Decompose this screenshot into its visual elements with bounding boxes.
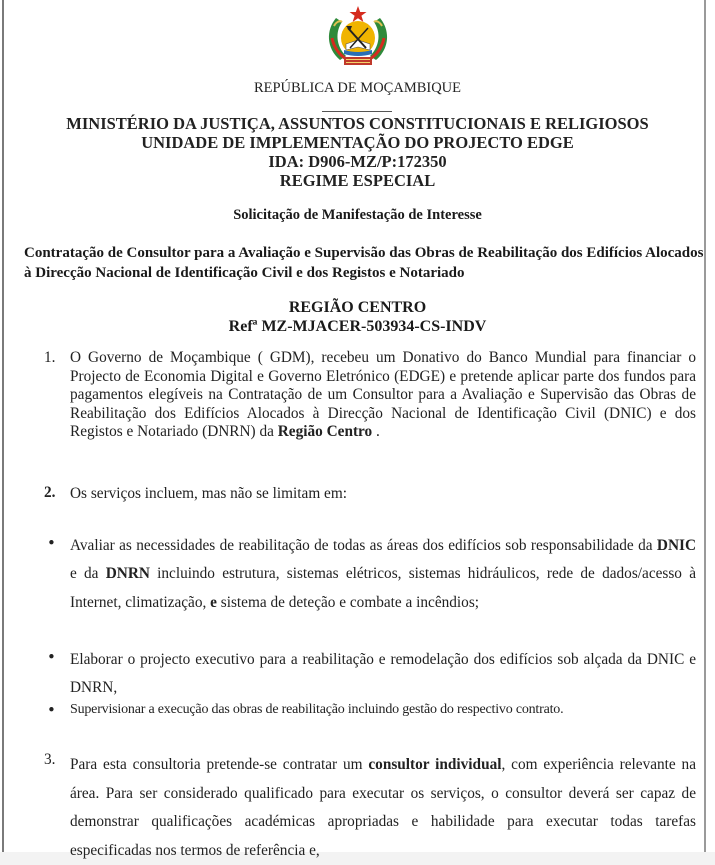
bullet-icon: • [47, 701, 56, 719]
bullet-icon: • [47, 534, 56, 552]
ida-number: IDA: D906-MZ/P:172350 [268, 152, 447, 171]
section-1-bold-region: Região Centro [277, 423, 373, 441]
bullet-1-text: incluindo estrutura, sistemas elétricos, sistemas hidráulicos, rede de dados/acesso à Internet, climatização, [70, 565, 696, 611]
bullet-1-text: e da [70, 565, 106, 583]
section-1-text: O Governo de Moçambique ( GDM), recebeu um Donativo do Banco Mundial para financiar o Projecto de Economia Digital e Governo Eletrónico (EDGE) e pretende aplicar parte dos fundos para pagamentos elegíveis na Contratação de um Consultor para a Avaliação e Supervisão das Obras de Reabilitação dos Edifícios Alocados à Direcção Nacional de Identificação Civil (DNIC) e dos Registos e Notariado (DNRN) da [70, 349, 696, 441]
bullet-item-2: Elaborar o projecto executivo para a reabilitação e remodelação dos edifícios sob alçada da DNIC e DNRN, [70, 651, 696, 697]
bullet-item-1 [70, 532, 696, 617]
bullet-1-bold-dnic: DNIC [656, 537, 696, 554]
country-name: REPÚBLICA DE MOÇAMBIQUE [253, 80, 462, 96]
region-label: REGIÃO CENTRO [288, 299, 427, 316]
section-number-1: 1. [44, 349, 56, 366]
subject-heading: Contratação de Consultor para a Avaliação e Supervisão das Obras de Reabilitação dos Edifícios Alocados à Direcção Nacional de Identificação Civil e dos Registos e Notariado [24, 245, 704, 281]
section-3-text-end: , com experiência relevante na área. Para ser considerado qualificado para executar os serviços, o consultor deverá ser capaz de demonstrar qualificações académicas apropriadas e habilidade para executar todas tarefas especificadas nos termos de referência e, [70, 756, 696, 859]
request-title: Solicitação de Manifestação de Interesse [233, 207, 482, 223]
bullet-item-3: Supervisionar a execução das obras de reabilitação incluindo gestão do respectivo contrato. [70, 702, 564, 717]
section-2-paragraph: Os serviços incluem, mas não se limitam em: [70, 485, 347, 502]
bullet-1-bold-e: e [210, 593, 217, 611]
section-3-paragraph [70, 751, 696, 865]
coat-of-arms-icon [322, 4, 394, 70]
reference-number: Refª MZ-MJACER-503934-CS-INDV [228, 318, 487, 335]
section-number-3: 3. [44, 751, 56, 768]
section-1-paragraph [70, 349, 696, 442]
section-3-text: Para esta consultoria pretende-se contratar um [70, 756, 369, 773]
regime-label: REGIME ESPECIAL [279, 171, 436, 190]
section-3-bold-consultant: consultor individual [368, 756, 502, 773]
bullet-1-text: Avaliar as necessidades de reabilitação de todas as áreas dos edifícios sob responsabilidade da [70, 537, 657, 554]
section-1-text-end: . [372, 423, 380, 441]
unit-name: UNIDADE DE IMPLEMENTAÇÃO DO PROJECTO EDGE [141, 133, 574, 152]
header-separator [322, 111, 392, 112]
bullet-icon: • [47, 648, 56, 666]
section-number-2: 2. [44, 484, 56, 501]
bullet-1-bold-dnrn: DNRN [105, 565, 150, 583]
bullet-1-text: sistema de deteção e combate a incêndios; [216, 593, 480, 611]
ministry-name: MINISTÉRIO DA JUSTIÇA, ASSUNTOS CONSTITUCIONAIS E RELIGIOSOS [66, 114, 649, 133]
